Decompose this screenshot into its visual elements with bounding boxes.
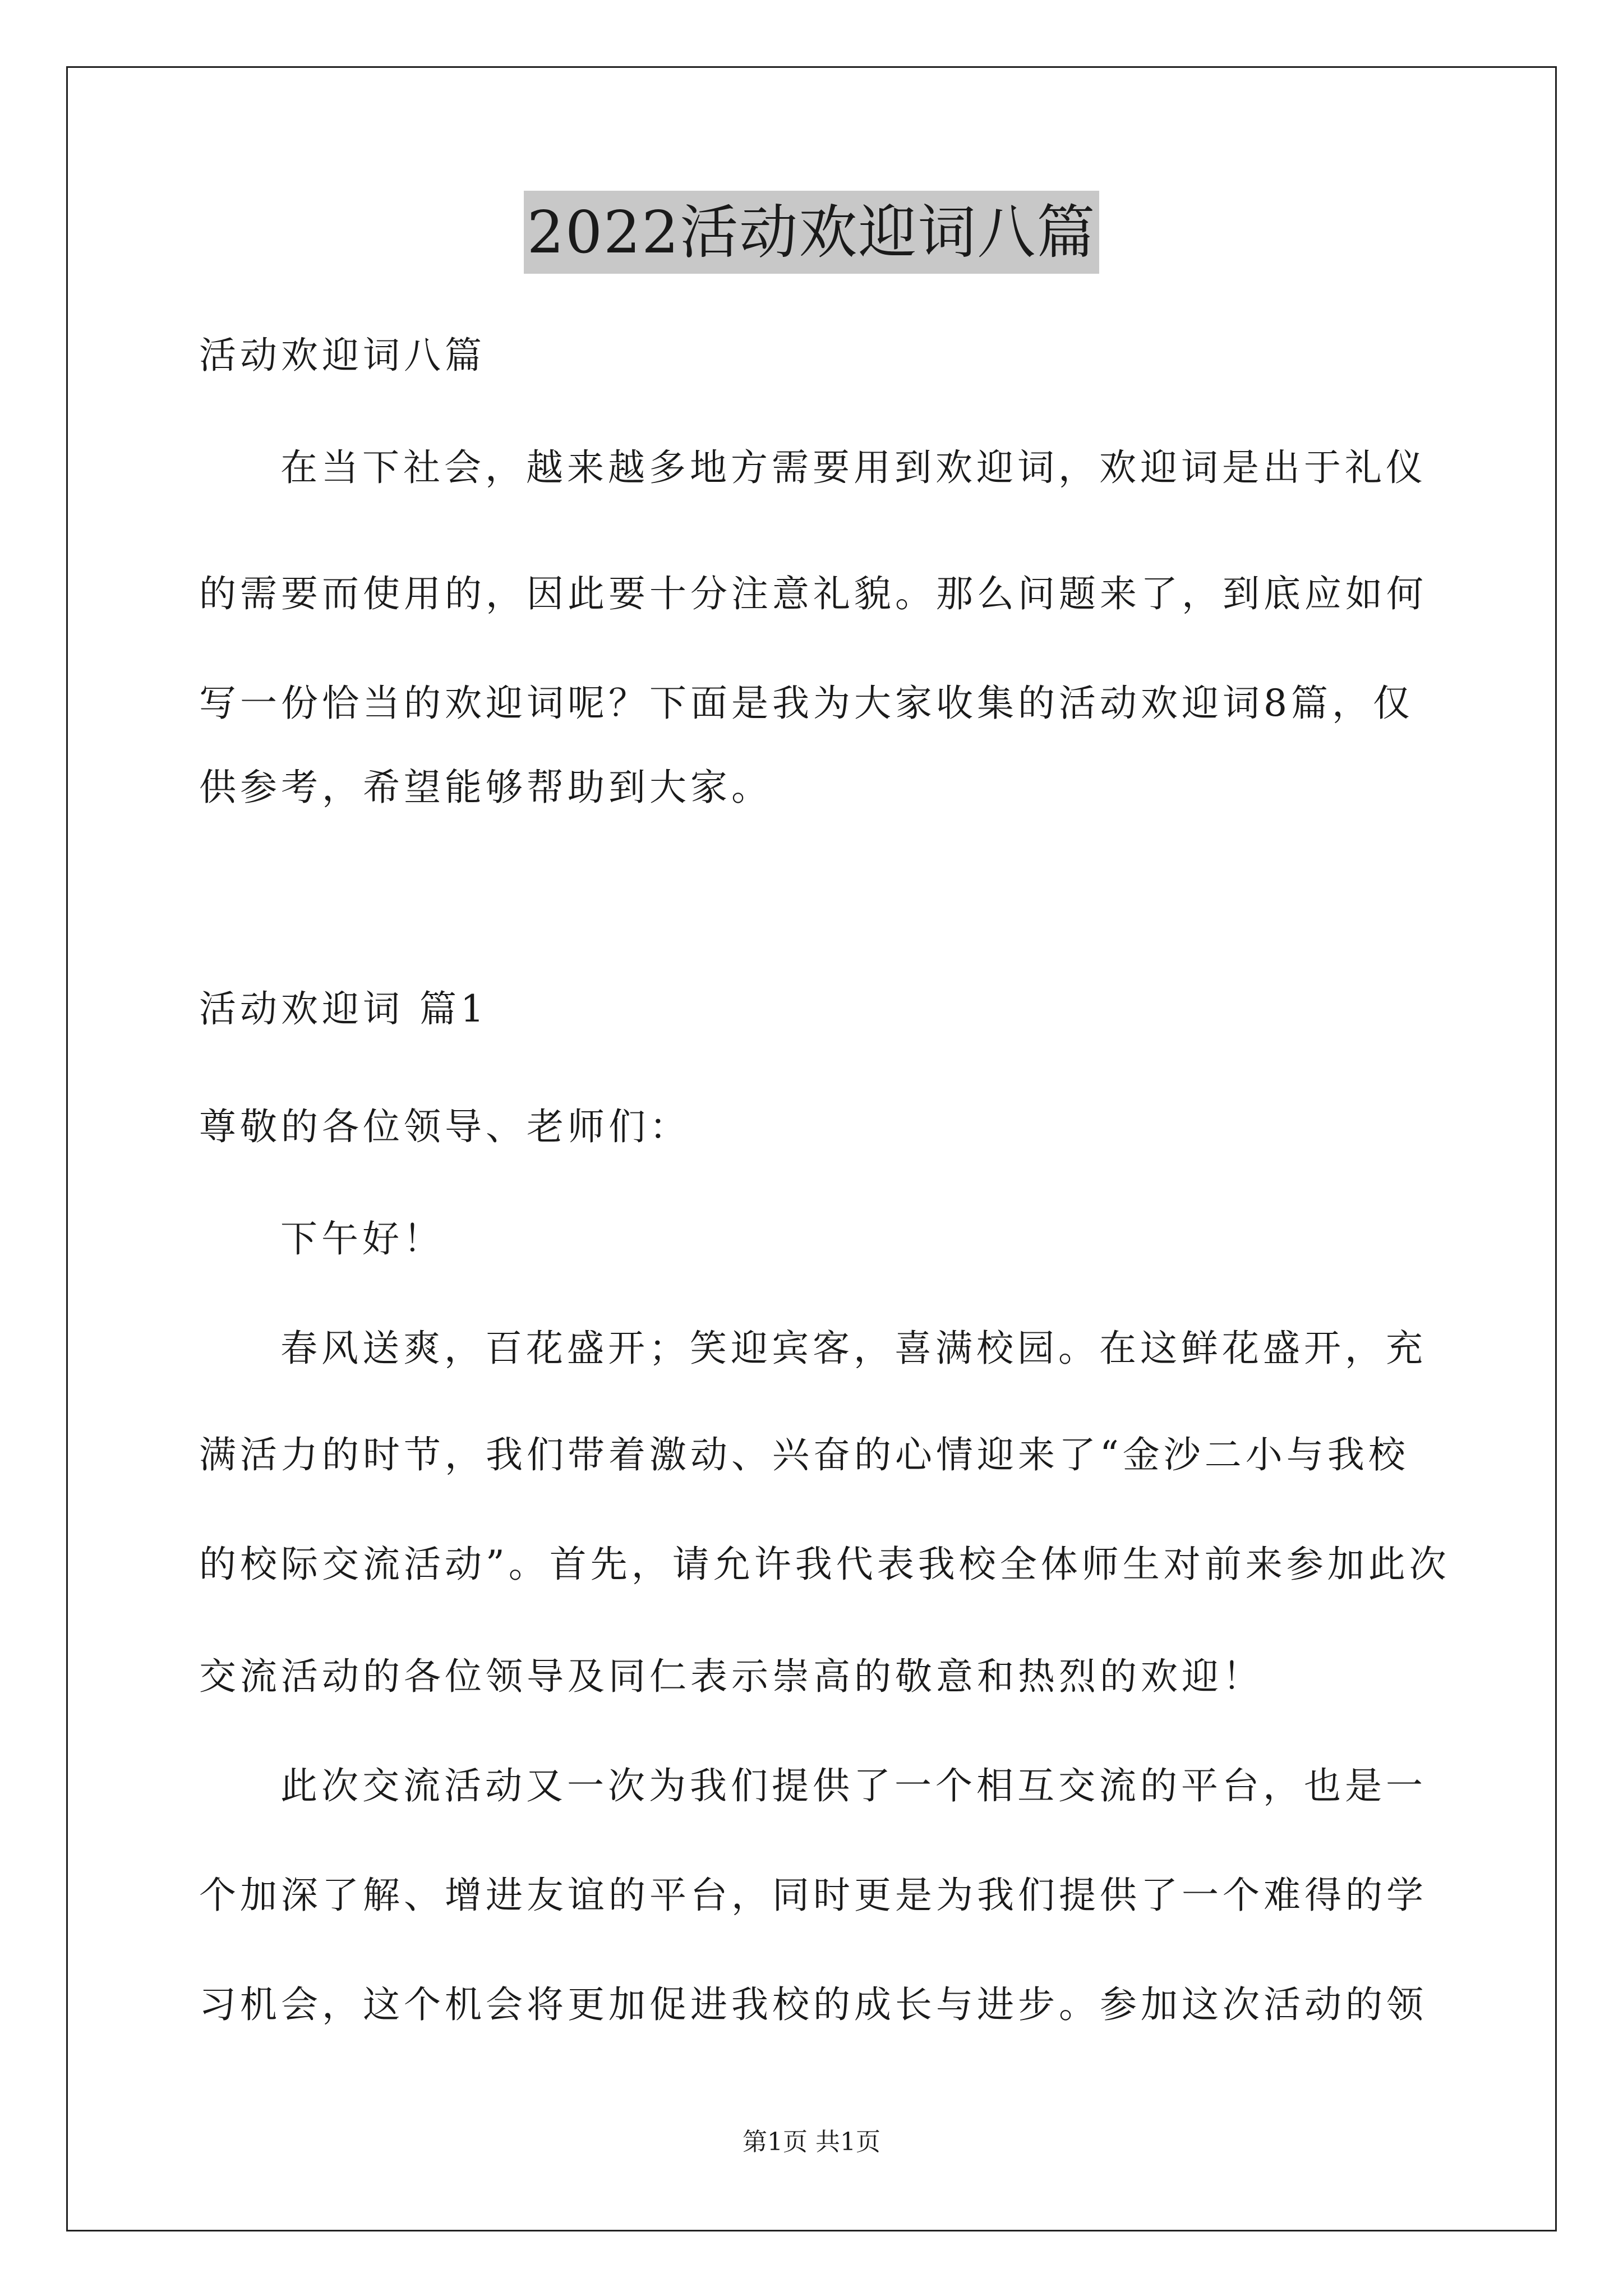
- salutation: 尊敬的各位领导、老师们：: [199, 1105, 690, 1148]
- page-number-footer: 第1页 共1页: [743, 2128, 880, 2156]
- paragraph-line: 写一份恰当的欢迎词呢？下面是我为大家收集的活动欢迎词8篇，仅: [199, 682, 1414, 725]
- paragraph-line: 春风送爽，百花盛开；笑迎宾客，喜满校园。在这鲜花盛开，充: [280, 1327, 1427, 1370]
- paragraph-line: 的需要而使用的，因此要十分注意礼貌。那么问题来了，到底应如何: [199, 572, 1427, 615]
- paragraph-line: 此次交流活动又一次为我们提供了一个相互交流的平台，也是一: [280, 1764, 1427, 1807]
- section-heading: 活动欢迎词八篇: [199, 334, 486, 377]
- document-title: 2022活动欢迎词八篇: [524, 191, 1100, 274]
- paragraph-line: 在当下社会，越来越多地方需要用到欢迎词，欢迎词是出于礼仪: [280, 446, 1427, 489]
- paragraph-line: 交流活动的各位领导及同仁表示崇高的敬意和热烈的欢迎！: [199, 1655, 1264, 1698]
- paragraph-line: 习机会，这个机会将更加促进我校的成长与进步。参加这次活动的领: [199, 1983, 1427, 2026]
- paragraph-line: 供参考，希望能够帮助到大家。: [199, 766, 772, 809]
- paragraph-line: 个加深了解、增进友谊的平台，同时更是为我们提供了一个难得的学: [199, 1874, 1427, 1917]
- paragraph-line: 满活力的时节，我们带着激动、兴奋的心情迎来了“金沙二小与我校: [199, 1433, 1409, 1476]
- paragraph-line: 的校际交流活动”。首先，请允许我代表我校全体师生对前来参加此次: [199, 1543, 1450, 1586]
- section-heading: 活动欢迎词 篇1: [199, 987, 488, 1030]
- greeting: 下午好！: [280, 1217, 444, 1260]
- title-container: [0, 191, 1623, 274]
